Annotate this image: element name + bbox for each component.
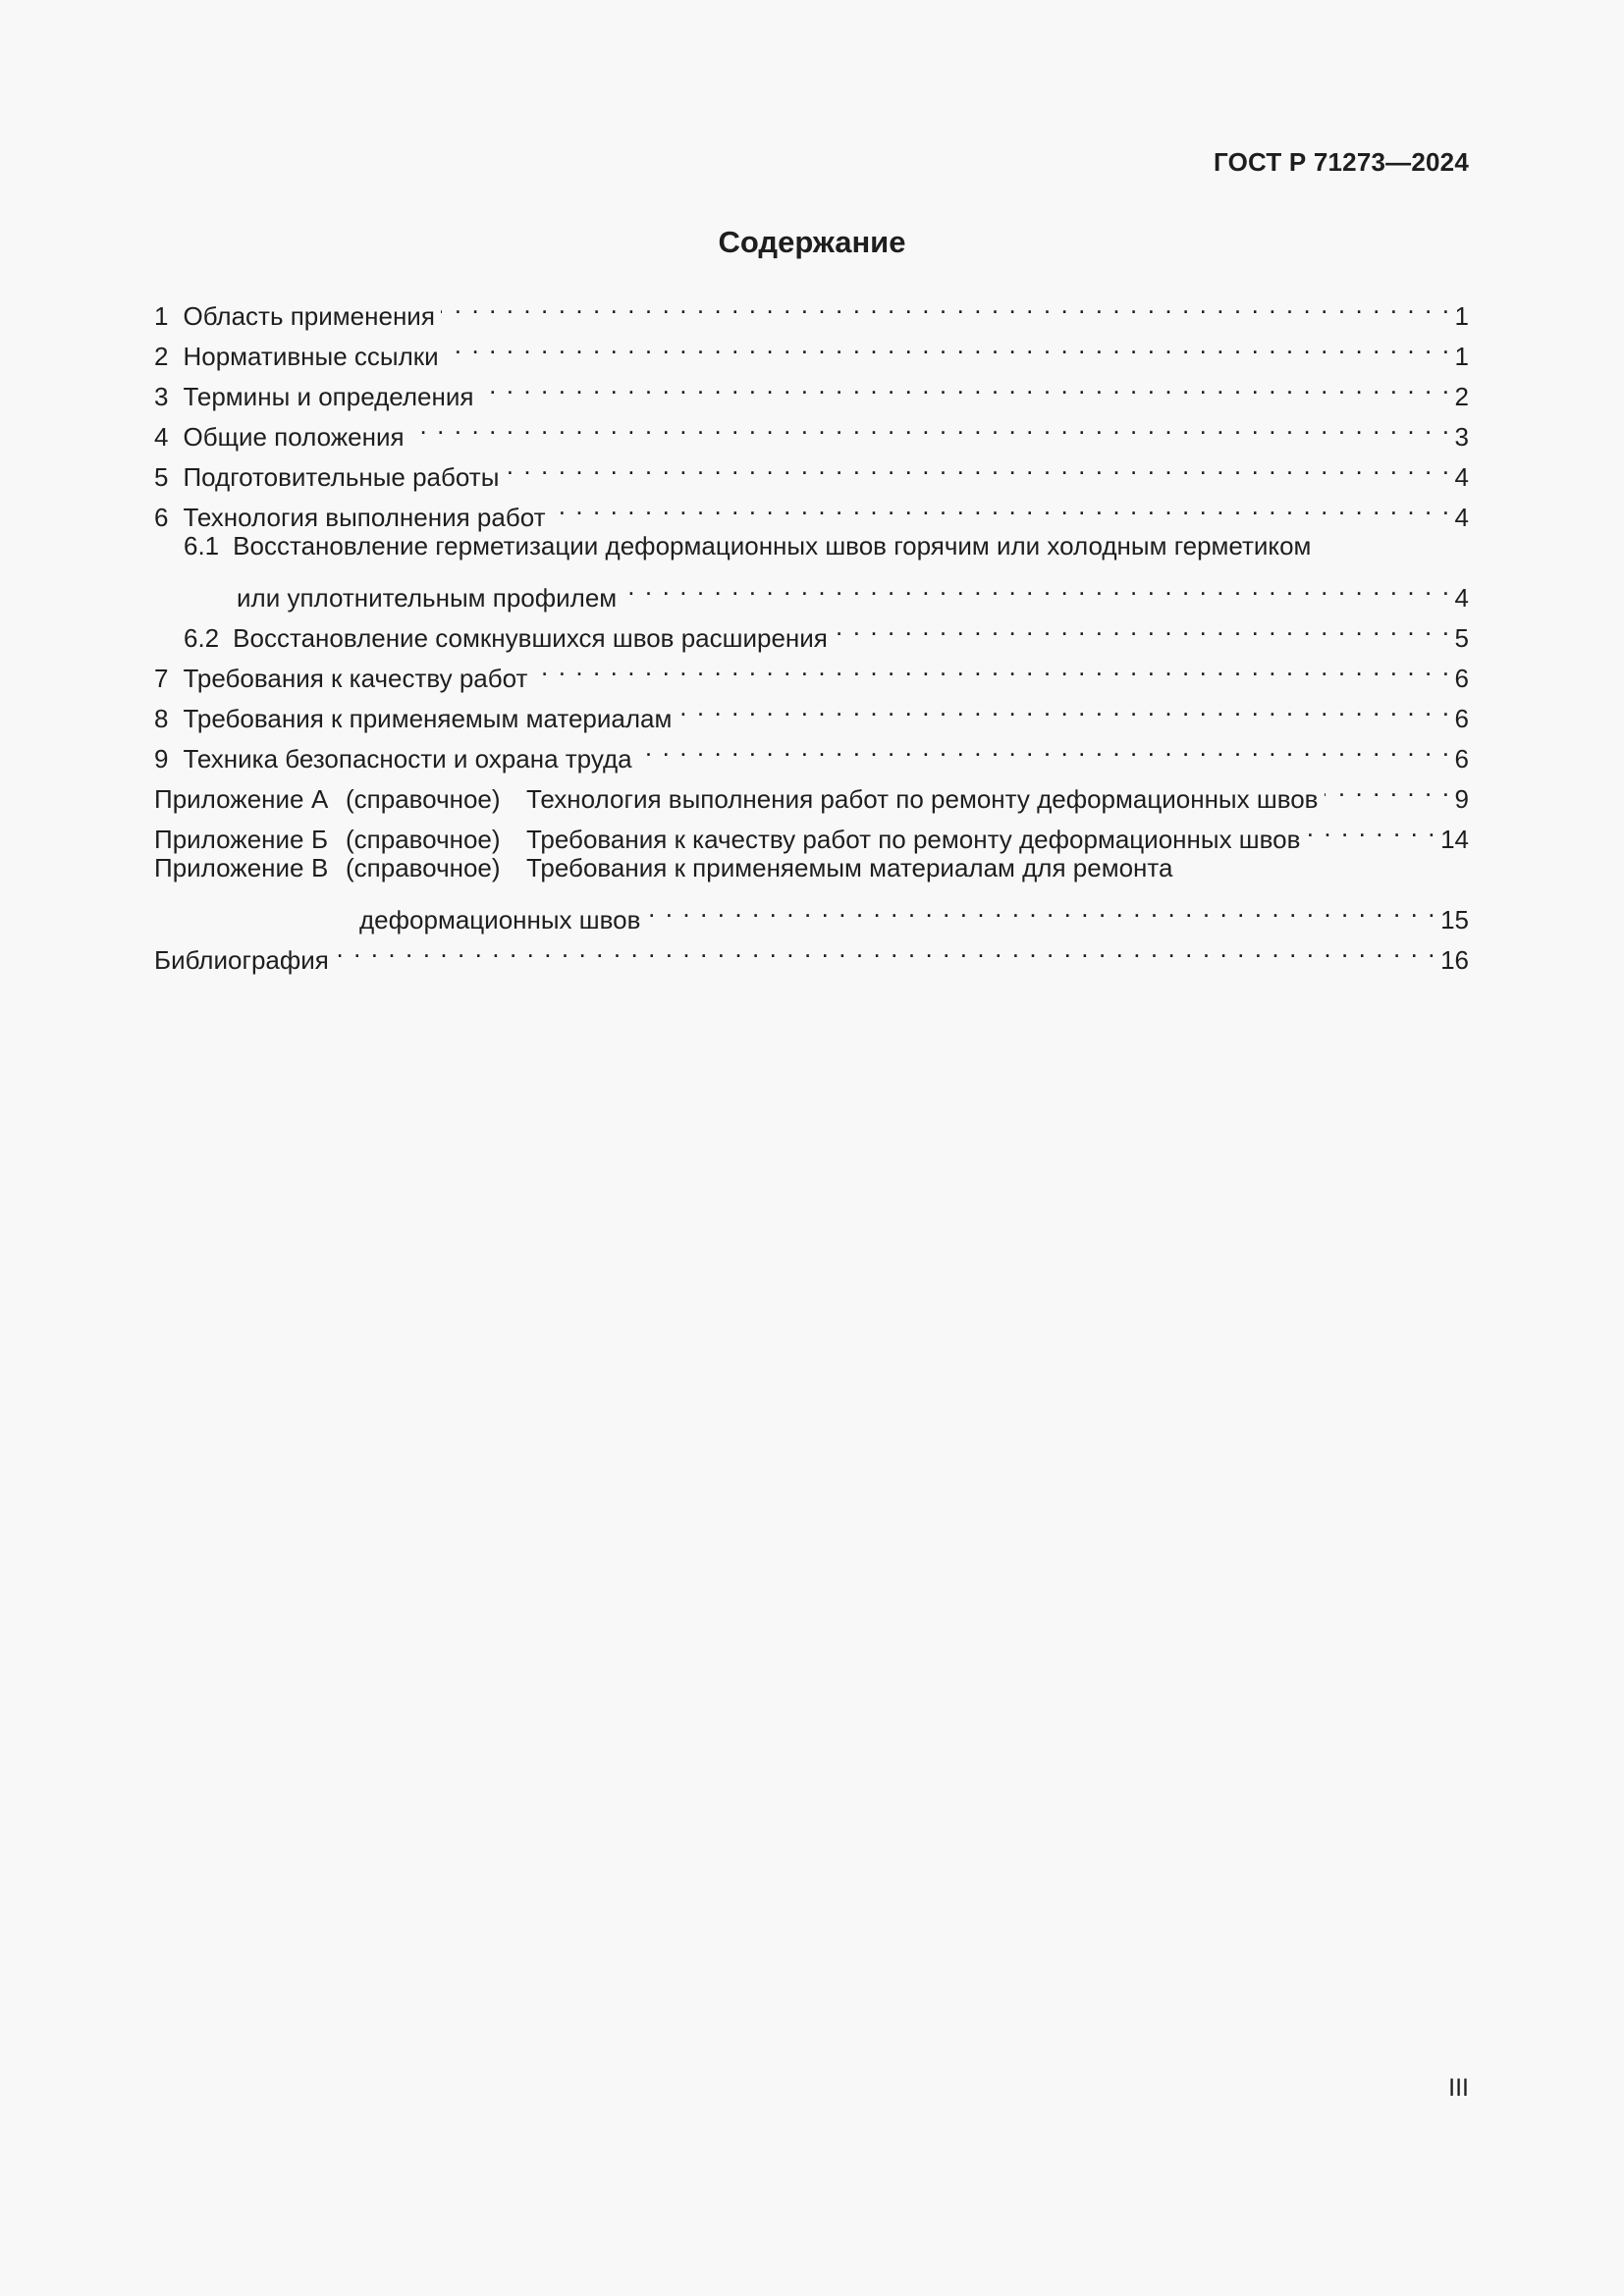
toc-annex-v-line2[interactable] — [154, 888, 1469, 934]
dot-leader — [1325, 768, 1451, 808]
dot-leader — [552, 486, 1451, 526]
annex-title-continued: деформационных швов — [359, 905, 641, 934]
annex-kind: (справочное) — [346, 825, 501, 854]
toc-subentry-6-1-line2[interactable] — [154, 566, 1469, 613]
toc-title: Содержание — [718, 225, 906, 259]
toc-entry-title: Требования к качеству работ — [183, 664, 528, 693]
toc-entry-1[interactable] — [154, 285, 1469, 331]
toc-entry-number: 2 — [154, 342, 169, 371]
toc-entry-title: Термины и определения — [183, 382, 474, 411]
annex-word: Приложение — [154, 825, 304, 854]
dot-leader — [646, 888, 1436, 929]
annex-letter: В — [311, 853, 329, 882]
toc-entry-page: 3 — [1454, 422, 1469, 452]
toc-entry-page: 1 — [1454, 301, 1469, 331]
annex-title: Требования к качеству работ по ремонту деформационных швов — [526, 825, 1301, 854]
toc-entry-title: Требования к применяемым материалам — [183, 704, 673, 733]
toc-entry-page: 4 — [1454, 583, 1469, 613]
dot-leader — [410, 405, 1451, 446]
toc-entry-title-continued: или уплотнительным профилем — [237, 583, 618, 613]
toc-entry-title: Технология выполнения работ — [183, 503, 546, 532]
document-code: ГОСТ Р 71273—2024 — [1214, 147, 1469, 177]
dot-leader — [505, 446, 1450, 486]
toc-entry-title: Техника безопасности и охрана труда — [183, 744, 632, 774]
annex-word: Приложение — [154, 853, 304, 882]
toc-entry-number: 9 — [154, 744, 169, 774]
toc-entry-title: Восстановление герметизации деформационных швов горячим или холодным герметиком — [233, 531, 1312, 561]
toc-entry-number: 6.1 — [184, 531, 220, 561]
annex-page: 9 — [1454, 784, 1469, 814]
toc-entry-page: 6 — [1454, 664, 1469, 693]
dot-leader — [677, 687, 1450, 727]
toc-entry-number: 3 — [154, 382, 169, 411]
toc-entry-page: 6 — [1454, 744, 1469, 774]
toc-entry-number: 7 — [154, 664, 169, 693]
table-of-contents — [154, 285, 1469, 975]
dot-leader — [479, 365, 1450, 405]
toc-entry-number: 6 — [154, 503, 169, 532]
annex-page: 14 — [1440, 825, 1469, 854]
annex-title: Требования к применяемым материалам для ремонта — [526, 853, 1173, 882]
annex-word: Приложение — [154, 784, 304, 814]
annex-letter: А — [311, 784, 329, 814]
toc-entry-page: 1 — [1454, 342, 1469, 371]
dot-leader — [441, 285, 1451, 325]
annex-letter: Б — [311, 825, 329, 854]
toc-entry-number: 5 — [154, 462, 169, 492]
dot-leader — [834, 607, 1451, 647]
toc-entry-title: Нормативные ссылки — [183, 342, 439, 371]
toc-entry-number: 8 — [154, 704, 169, 733]
annex-kind: (справочное) — [346, 784, 501, 814]
toc-entry-title: Восстановление сомкнувшихся швов расширения — [233, 623, 828, 653]
toc-entry-page: 2 — [1454, 382, 1469, 411]
toc-entry-number: 1 — [154, 301, 169, 331]
toc-bibliography[interactable] — [154, 929, 1469, 975]
dot-leader — [533, 647, 1450, 687]
toc-entry-title: Общие положения — [183, 422, 405, 452]
annex-page: 15 — [1440, 905, 1469, 934]
toc-entry-page: 4 — [1454, 503, 1469, 532]
toc-entry-page: 6 — [1454, 704, 1469, 733]
toc-entry-page: 4 — [1454, 462, 1469, 492]
bibliography-title: Библиография — [154, 945, 329, 975]
bibliography-page: 16 — [1440, 945, 1469, 975]
toc-entry-title: Подготовительные работы — [183, 462, 500, 492]
toc-entry-number: 4 — [154, 422, 169, 452]
dot-leader — [1306, 808, 1436, 848]
page-number: III — [1448, 2074, 1469, 2102]
dot-leader — [623, 566, 1450, 607]
toc-entry-number: 6.2 — [184, 623, 220, 653]
toc-entry-title: Область применения — [183, 301, 435, 331]
dot-leader — [638, 727, 1451, 768]
dot-leader — [445, 325, 1451, 365]
annex-kind: (справочное) — [346, 853, 501, 882]
dot-leader — [335, 929, 1436, 969]
toc-entry-page: 5 — [1454, 623, 1469, 653]
toc-subentry-6-1-line1[interactable] — [154, 526, 1469, 566]
annex-title: Технология выполнения работ по ремонту деформационных швов — [526, 784, 1319, 814]
